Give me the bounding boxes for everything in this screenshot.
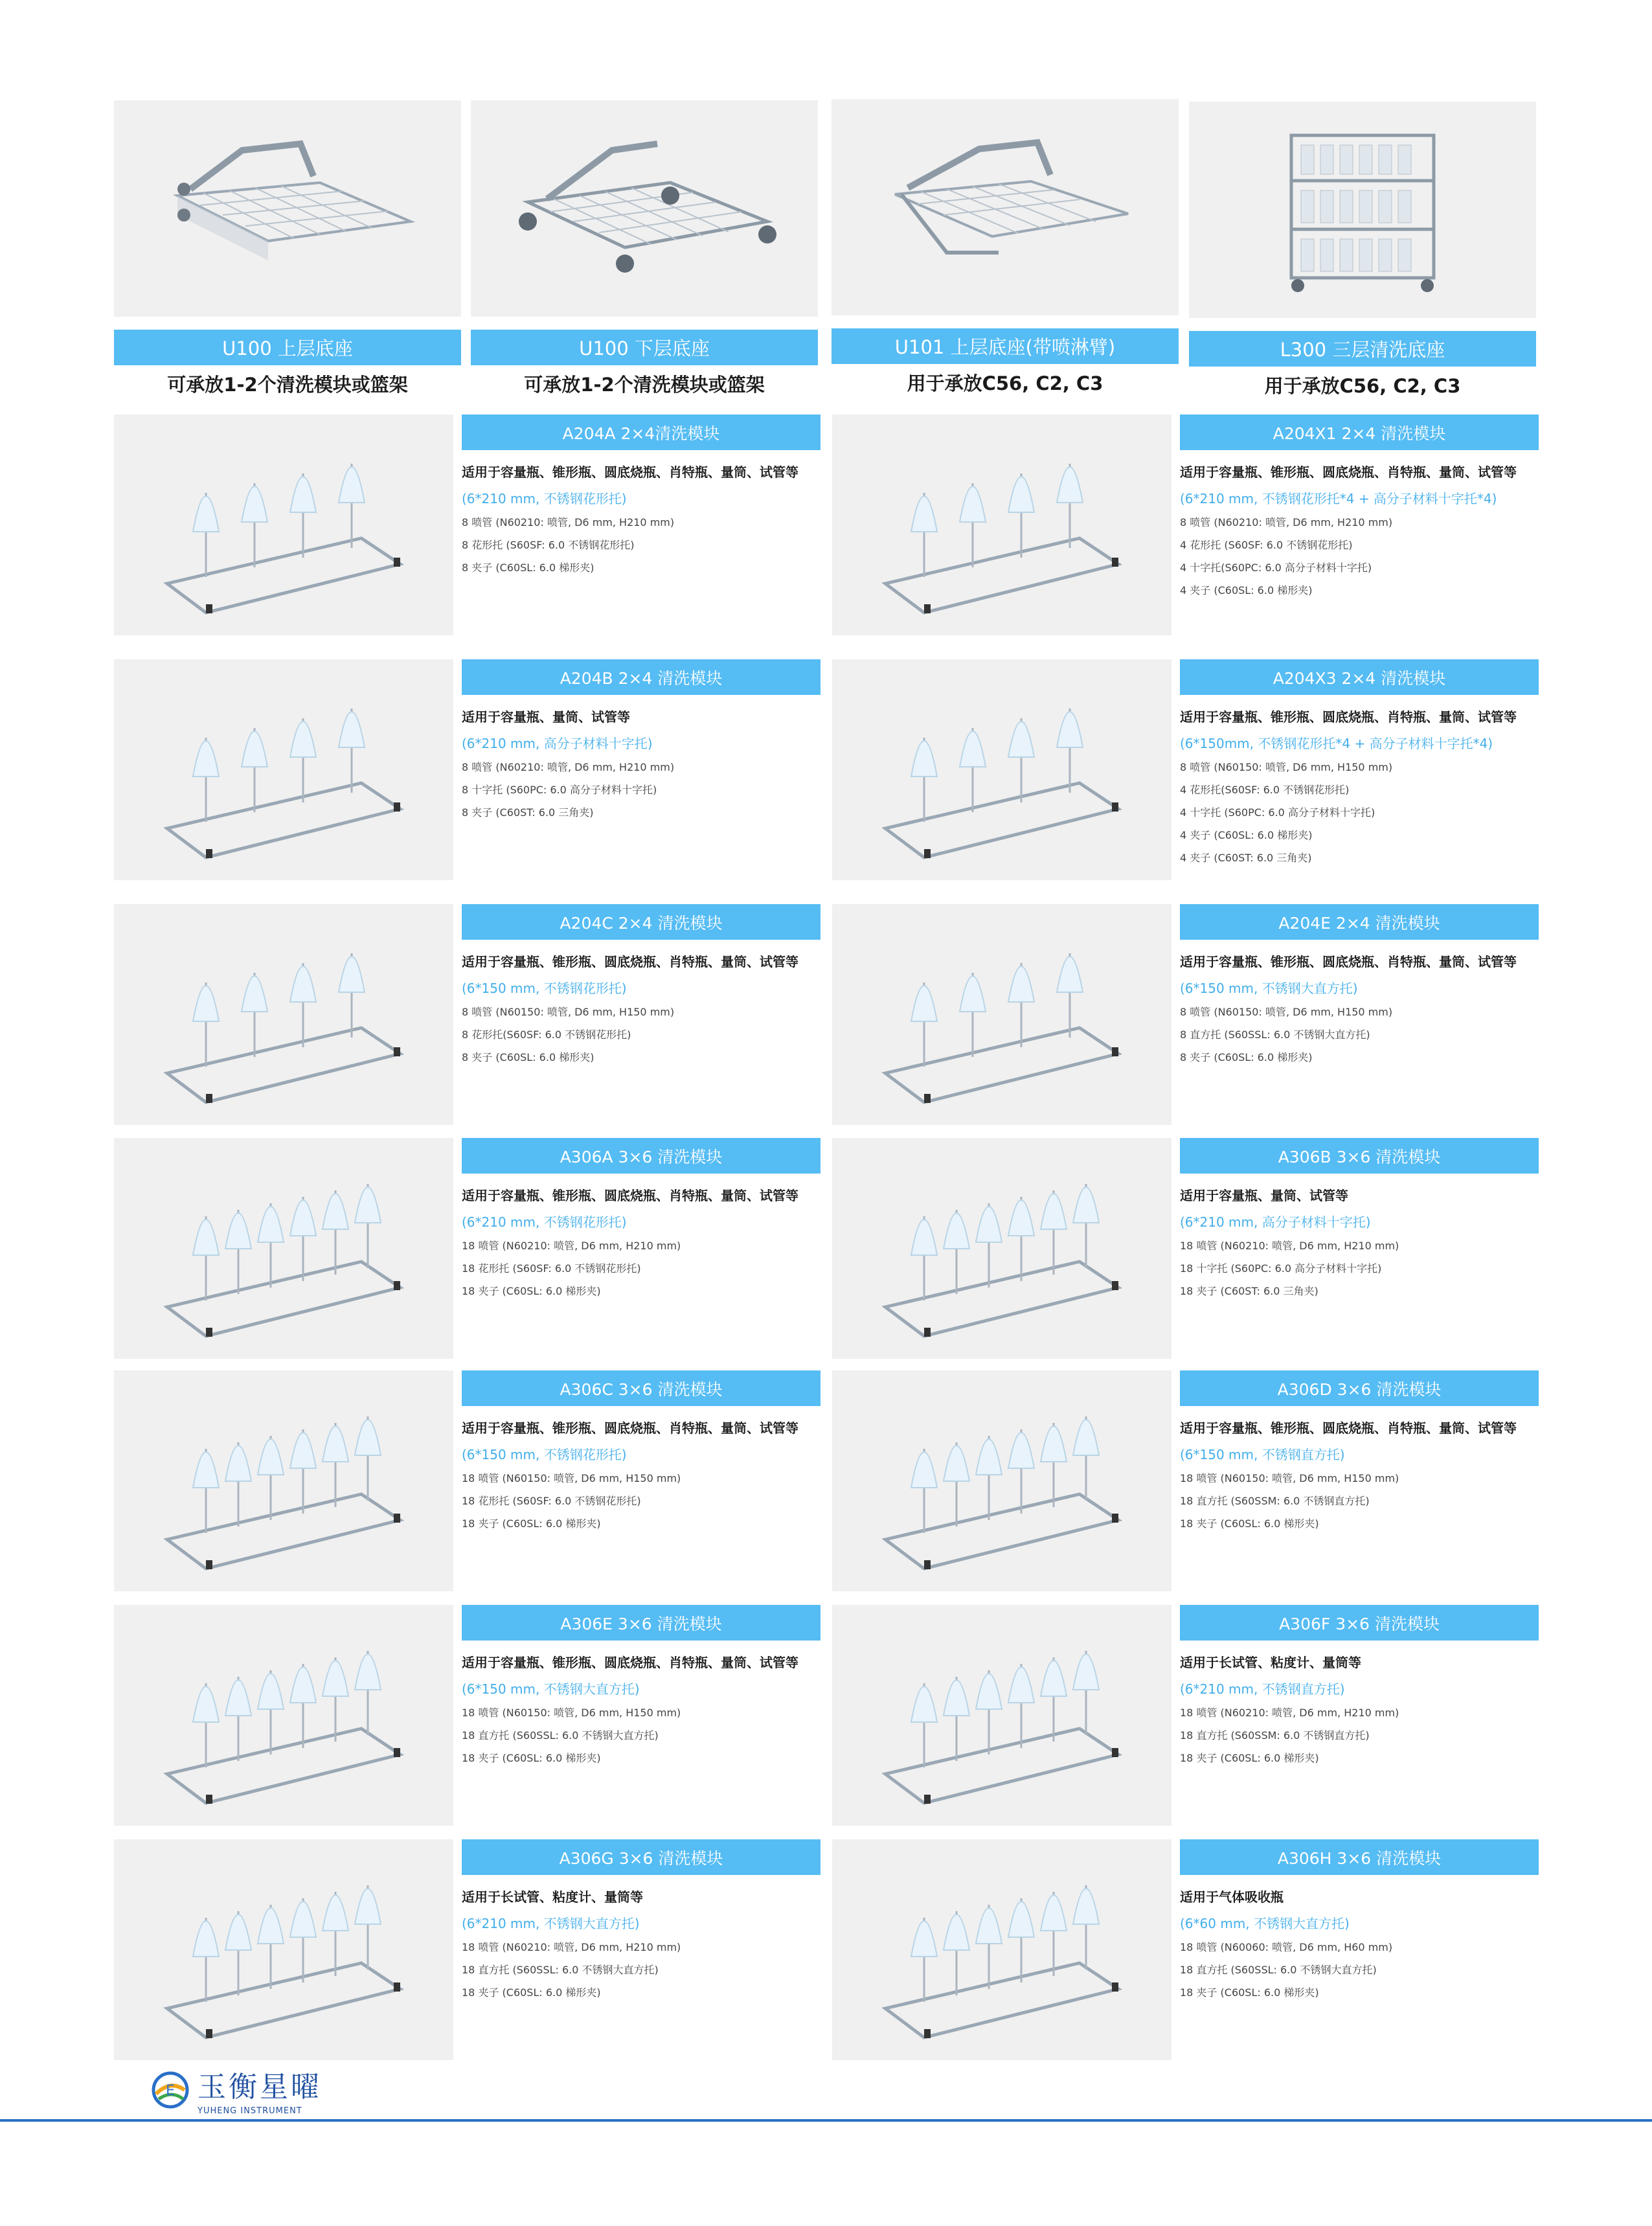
module-title: A306E 3×6 清洗模块 bbox=[462, 1605, 820, 1641]
glassware-rack-illustration bbox=[141, 1158, 426, 1339]
glassware-rack-illustration bbox=[141, 1625, 426, 1806]
module-spec: (6*210 mm, 高分子材料十字托) bbox=[462, 736, 653, 751]
module-photo bbox=[114, 1605, 453, 1826]
module-info bbox=[1180, 415, 1539, 602]
module-photo bbox=[832, 1370, 1171, 1591]
module-title: A306H 3×6 清洗模块 bbox=[1180, 1839, 1539, 1875]
module-item-list bbox=[462, 1001, 820, 1069]
module-item-list bbox=[1180, 1234, 1539, 1302]
module-photo bbox=[114, 415, 453, 635]
rack-illustration bbox=[869, 123, 1141, 291]
brand-name-en: YUHENG INSTRUMENT bbox=[198, 2106, 302, 2116]
module-item: 18 直方托 (S60SSL: 6.0 不锈钢大直方托) bbox=[462, 1964, 659, 1976]
module-title: A204E 2×4 清洗模块 bbox=[1180, 904, 1539, 940]
module-title: A306C 3×6 清洗模块 bbox=[462, 1370, 820, 1406]
glassware-rack-illustration bbox=[141, 435, 426, 616]
module-spec: (6*210 mm, 不锈钢直方托) bbox=[1180, 1681, 1345, 1697]
module-item: 8 夹子 (C60SL: 6.0 梯形夹) bbox=[462, 562, 594, 574]
glassware-rack-illustration bbox=[141, 924, 426, 1106]
module-item: 18 直方托 (S60SSM: 6.0 不锈钢直方托) bbox=[1180, 1729, 1370, 1742]
module-item-list bbox=[462, 511, 820, 579]
module-photo bbox=[114, 1370, 453, 1591]
module-title: A204A 2×4清洗模块 bbox=[462, 415, 820, 450]
module-info bbox=[1180, 904, 1539, 1069]
glassware-rack-illustration bbox=[141, 679, 426, 861]
glassware-rack-illustration bbox=[141, 1391, 426, 1572]
module-info bbox=[1180, 1138, 1539, 1302]
module-item: 18 夹子 (C60SL: 6.0 梯形夹) bbox=[1180, 1517, 1319, 1530]
module-info bbox=[1180, 1839, 1539, 2004]
module-item: 8 夹子 (C60ST: 6.0 三角夹) bbox=[462, 806, 594, 819]
module-item: 8 夹子 (C60SL: 6.0 梯形夹) bbox=[462, 1051, 594, 1063]
module-info bbox=[462, 1138, 820, 1302]
module-fit: 适用于容量瓶、锥形瓶、圆底烧瓶、肖特瓶、量筒、试管等 bbox=[1180, 709, 1517, 725]
module-item: 18 夹子 (C60ST: 6.0 三角夹) bbox=[1180, 1285, 1318, 1297]
module-item: 18 夹子 (C60SL: 6.0 梯形夹) bbox=[462, 1517, 601, 1530]
module-photo bbox=[832, 1138, 1171, 1359]
module-photo bbox=[114, 1138, 453, 1359]
base-title: L300 三层清洗底座 bbox=[1189, 331, 1536, 367]
module-spec: (6*150 mm, 不锈钢花形托) bbox=[462, 1447, 627, 1462]
glassware-rack-illustration bbox=[141, 1859, 426, 2041]
module-item: 18 喷管 (N60210: 喷管, D6 mm, H210 mm) bbox=[1180, 1707, 1399, 1719]
base-photo bbox=[471, 100, 818, 317]
module-fit: 适用于容量瓶、锥形瓶、圆底烧瓶、肖特瓶、量筒、试管等 bbox=[462, 1188, 798, 1203]
base-description: 用于承放C56, C2, C3 bbox=[1264, 375, 1461, 397]
module-info bbox=[462, 1605, 820, 1769]
module-item: 4 夹子 (C60SL: 6.0 梯形夹) bbox=[1180, 584, 1313, 596]
module-item: 18 夹子 (C60SL: 6.0 梯形夹) bbox=[462, 1752, 601, 1764]
glassware-rack-illustration bbox=[859, 924, 1144, 1106]
module-item: 18 喷管 (N60150: 喷管, D6 mm, H150 mm) bbox=[1180, 1472, 1399, 1484]
yuheng-logo-icon bbox=[151, 2071, 190, 2109]
module-item-list bbox=[462, 1936, 820, 2004]
module-fit: 适用于容量瓶、锥形瓶、圆底烧瓶、肖特瓶、量筒、试管等 bbox=[1180, 954, 1517, 970]
base-description: 可承放1-2个清洗模块或篮架 bbox=[167, 374, 408, 396]
module-title: A306B 3×6 清洗模块 bbox=[1180, 1138, 1539, 1174]
module-fit: 适用于气体吸收瓶 bbox=[1180, 1889, 1284, 1905]
base-card-u100-lower bbox=[471, 100, 818, 397]
module-item-list bbox=[462, 1701, 820, 1769]
module-item: 4 花形托 (S60SF: 6.0 不锈钢花形托) bbox=[1180, 539, 1353, 551]
module-item: 8 夹子 (C60SL: 6.0 梯形夹) bbox=[1180, 1051, 1313, 1063]
module-item-list bbox=[462, 1467, 820, 1535]
module-photo bbox=[114, 659, 453, 880]
module-info bbox=[462, 1370, 820, 1535]
module-item: 4 夹子 (C60ST: 6.0 三角夹) bbox=[1180, 852, 1312, 864]
module-item: 8 喷管 (N60210: 喷管, D6 mm, H210 mm) bbox=[462, 516, 675, 528]
module-item: 18 喷管 (N60060: 喷管, D6 mm, H60 mm) bbox=[1180, 1941, 1393, 1953]
glassware-rack-illustration bbox=[859, 1391, 1144, 1572]
rack-illustration bbox=[1265, 116, 1460, 304]
glassware-rack-illustration bbox=[859, 1859, 1144, 2041]
module-spec: (6*150 mm, 不锈钢大直方托) bbox=[1180, 981, 1358, 996]
module-item: 8 花形托(S60SF: 6.0 不锈钢花形托) bbox=[462, 1028, 631, 1041]
module-item-list bbox=[1180, 1001, 1539, 1069]
module-fit: 适用于长试管、粘度计、量筒等 bbox=[1180, 1655, 1361, 1670]
module-fit: 适用于容量瓶、量筒、试管等 bbox=[462, 709, 630, 725]
module-spec: (6*210 mm, 不锈钢花形托) bbox=[462, 1214, 627, 1230]
module-item: 18 直方托 (S60SSL: 6.0 不锈钢大直方托) bbox=[462, 1729, 659, 1742]
module-item: 18 夹子 (C60SL: 6.0 梯形夹) bbox=[462, 1285, 601, 1297]
brand-name-cn: 玉衡星曜 bbox=[198, 2071, 322, 2104]
module-item: 8 直方托 (S60SSL: 6.0 不锈钢大直方托) bbox=[1180, 1028, 1370, 1041]
module-item-list bbox=[1180, 1936, 1539, 2004]
module-spec: (6*150 mm, 不锈钢大直方托) bbox=[462, 1681, 640, 1697]
glassware-rack-illustration bbox=[859, 435, 1144, 616]
module-item: 18 喷管 (N60150: 喷管, D6 mm, H150 mm) bbox=[462, 1707, 681, 1719]
module-item: 18 夹子 (C60SL: 6.0 梯形夹) bbox=[1180, 1752, 1319, 1764]
module-spec: (6*150 mm, 不锈钢花形托) bbox=[462, 981, 627, 996]
module-info bbox=[1180, 659, 1539, 869]
module-item: 18 喷管 (N60210: 喷管, D6 mm, H210 mm) bbox=[1180, 1240, 1399, 1252]
module-photo bbox=[832, 659, 1171, 880]
module-item: 8 喷管 (N60210: 喷管, D6 mm, H210 mm) bbox=[1180, 516, 1393, 528]
module-photo bbox=[832, 1839, 1171, 2060]
module-item: 18 夹子 (C60SL: 6.0 梯形夹) bbox=[1180, 1986, 1319, 1999]
module-fit: 适用于容量瓶、锥形瓶、圆底烧瓶、肖特瓶、量筒、试管等 bbox=[462, 954, 798, 970]
glassware-rack-illustration bbox=[859, 1625, 1144, 1806]
module-item: 18 花形托 (S60SF: 6.0 不锈钢花形托) bbox=[462, 1495, 641, 1507]
rack-illustration bbox=[508, 124, 780, 293]
module-item: 18 喷管 (N60210: 喷管, D6 mm, H210 mm) bbox=[462, 1941, 681, 1953]
module-item-list bbox=[1180, 511, 1539, 602]
module-info bbox=[462, 415, 820, 579]
module-title: A306D 3×6 清洗模块 bbox=[1180, 1370, 1539, 1406]
module-item: 18 夹子 (C60SL: 6.0 梯形夹) bbox=[462, 1986, 601, 1999]
module-item: 18 喷管 (N60210: 喷管, D6 mm, H210 mm) bbox=[462, 1240, 681, 1252]
module-fit: 适用于容量瓶、量筒、试管等 bbox=[1180, 1188, 1348, 1203]
rack-illustration bbox=[152, 124, 424, 293]
module-title: A204X1 2×4 清洗模块 bbox=[1180, 415, 1539, 450]
module-item: 4 十字托 (S60PC: 6.0 高分子材料十字托) bbox=[1180, 806, 1375, 819]
module-fit: 适用于容量瓶、锥形瓶、圆底烧瓶、肖特瓶、量筒、试管等 bbox=[1180, 464, 1517, 480]
module-spec: (6*60 mm, 不锈钢大直方托) bbox=[1180, 1916, 1350, 1931]
footer-divider bbox=[0, 2119, 1652, 2122]
module-item: 18 喷管 (N60150: 喷管, D6 mm, H150 mm) bbox=[462, 1472, 681, 1484]
module-item-list bbox=[462, 756, 820, 824]
module-spec: (6*210 mm, 不锈钢花形托) bbox=[462, 491, 627, 506]
module-info bbox=[1180, 1370, 1539, 1535]
module-item: 4 夹子 (C60SL: 6.0 梯形夹) bbox=[1180, 829, 1313, 841]
module-item: 18 直方托 (S60SSL: 6.0 不锈钢大直方托) bbox=[1180, 1964, 1377, 1976]
module-item: 4 十字托(S60PC: 6.0 高分子材料十字托) bbox=[1180, 562, 1372, 574]
svg-text:E: E bbox=[166, 2082, 175, 2099]
glassware-rack-illustration bbox=[859, 1158, 1144, 1339]
base-description: 用于承放C56, C2, C3 bbox=[907, 372, 1103, 394]
module-item-list bbox=[1180, 1467, 1539, 1535]
module-info bbox=[462, 1839, 820, 2004]
module-fit: 适用于容量瓶、锥形瓶、圆底烧瓶、肖特瓶、量筒、试管等 bbox=[462, 464, 798, 480]
base-title: U100 下层底座 bbox=[471, 330, 818, 365]
base-title: U101 上层底座(带喷淋臂) bbox=[832, 328, 1179, 364]
module-photo bbox=[832, 904, 1171, 1125]
module-item: 8 喷管 (N60150: 喷管, D6 mm, H150 mm) bbox=[1180, 1006, 1393, 1018]
module-spec: (6*210 mm, 高分子材料十字托) bbox=[1180, 1214, 1371, 1230]
module-fit: 适用于长试管、粘度计、量筒等 bbox=[462, 1889, 643, 1905]
module-info bbox=[1180, 1605, 1539, 1769]
base-photo bbox=[114, 100, 461, 317]
module-photo bbox=[114, 904, 453, 1125]
module-item: 4 花形托(S60SF: 6.0 不锈钢花形托) bbox=[1180, 784, 1350, 796]
module-spec: (6*210 mm, 不锈钢大直方托) bbox=[462, 1916, 640, 1931]
module-item: 8 喷管 (N60150: 喷管, D6 mm, H150 mm) bbox=[462, 1006, 675, 1018]
module-title: A306A 3×6 清洗模块 bbox=[462, 1138, 820, 1174]
module-info bbox=[462, 904, 820, 1069]
module-title: A306F 3×6 清洗模块 bbox=[1180, 1605, 1539, 1641]
module-item: 18 十字托 (S60PC: 6.0 高分子材料十字托) bbox=[1180, 1262, 1382, 1275]
base-photo bbox=[832, 99, 1179, 315]
module-spec: (6*150 mm, 不锈钢直方托) bbox=[1180, 1447, 1345, 1462]
module-spec: (6*150mm, 不锈钢花形托*4 + 高分子材料十字托*4) bbox=[1180, 736, 1493, 751]
module-item: 8 喷管 (N60150: 喷管, D6 mm, H150 mm) bbox=[1180, 761, 1393, 773]
module-title: A204X3 2×4 清洗模块 bbox=[1180, 659, 1539, 695]
module-title: A204C 2×4 清洗模块 bbox=[462, 904, 820, 940]
base-title: U100 上层底座 bbox=[114, 330, 461, 365]
base-card-u100-upper bbox=[114, 100, 461, 397]
base-card-u101-upper bbox=[832, 99, 1179, 396]
module-photo bbox=[832, 415, 1171, 635]
base-card-l300 bbox=[1189, 102, 1536, 398]
base-description: 可承放1-2个清洗模块或篮架 bbox=[524, 374, 765, 396]
module-item: 18 直方托 (S60SSM: 6.0 不锈钢直方托) bbox=[1180, 1495, 1370, 1507]
module-item: 8 花形托 (S60SF: 6.0 不锈钢花形托) bbox=[462, 539, 635, 551]
module-title: A204B 2×4 清洗模块 bbox=[462, 659, 820, 695]
module-item: 8 喷管 (N60210: 喷管, D6 mm, H210 mm) bbox=[462, 761, 675, 773]
module-spec: (6*210 mm, 不锈钢花形托*4 + 高分子材料十字托*4) bbox=[1180, 491, 1497, 506]
base-photo bbox=[1189, 102, 1536, 318]
module-item-list bbox=[462, 1234, 820, 1302]
module-fit: 适用于容量瓶、锥形瓶、圆底烧瓶、肖特瓶、量筒、试管等 bbox=[462, 1655, 798, 1670]
module-item-list bbox=[1180, 756, 1539, 869]
module-item-list bbox=[1180, 1701, 1539, 1769]
module-fit: 适用于容量瓶、锥形瓶、圆底烧瓶、肖特瓶、量筒、试管等 bbox=[462, 1420, 798, 1436]
module-info bbox=[462, 659, 820, 824]
module-fit: 适用于容量瓶、锥形瓶、圆底烧瓶、肖特瓶、量筒、试管等 bbox=[1180, 1420, 1517, 1436]
module-title: A306G 3×6 清洗模块 bbox=[462, 1839, 820, 1875]
module-photo bbox=[832, 1605, 1171, 1826]
module-item: 18 花形托 (S60SF: 6.0 不锈钢花形托) bbox=[462, 1262, 641, 1275]
module-photo bbox=[114, 1839, 453, 2060]
glassware-rack-illustration bbox=[859, 679, 1144, 861]
brand-logo bbox=[151, 2063, 322, 2116]
module-item: 8 十字托 (S60PC: 6.0 高分子材料十字托) bbox=[462, 784, 657, 796]
